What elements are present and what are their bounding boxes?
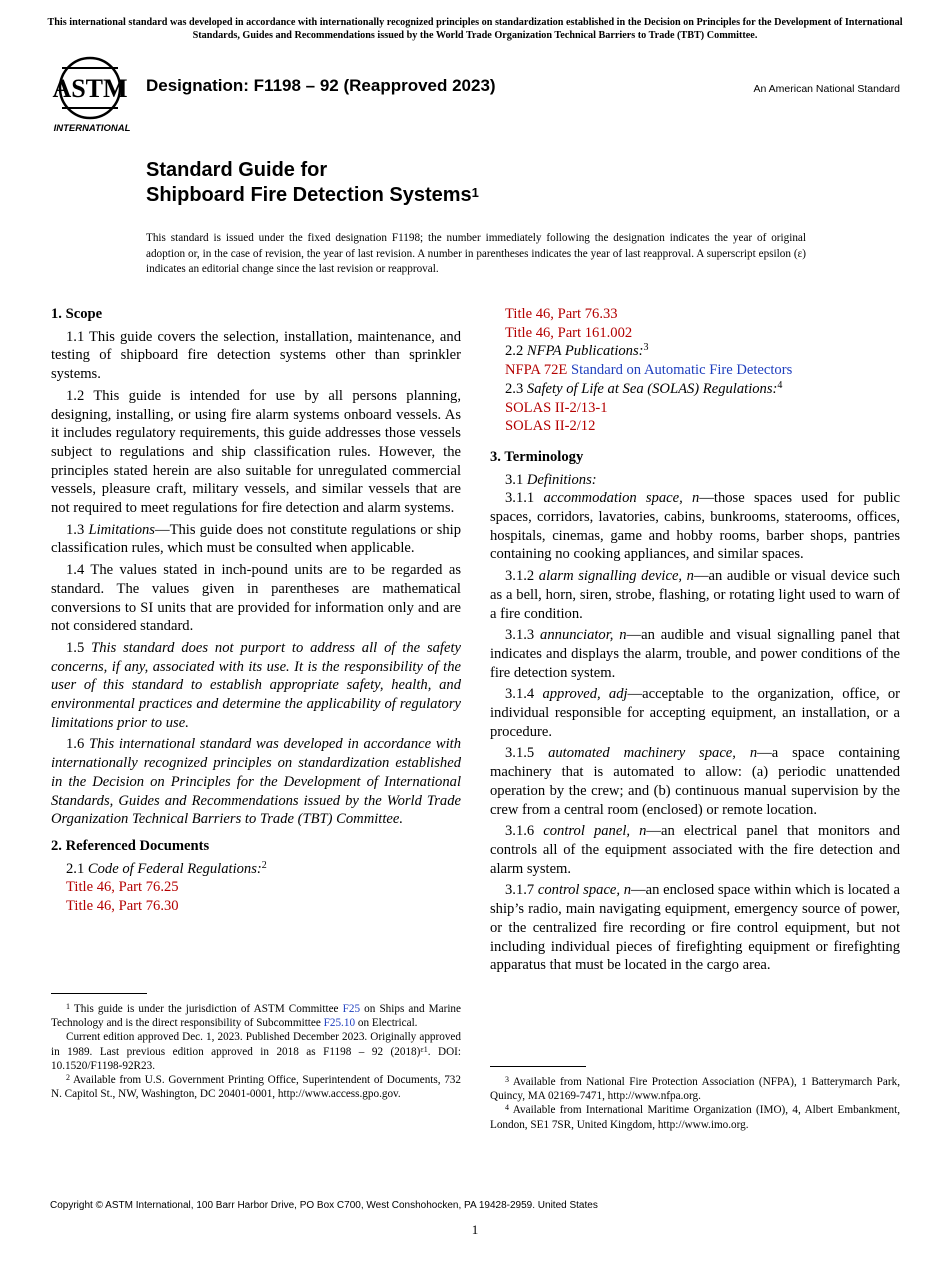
section-heading-referenced: 2. Referenced Documents bbox=[51, 837, 210, 854]
definition-control-space: 3.1.7 control space, n—an enclosed space within which is located a ship’s radio, main navigating equipment, emergency source of power, or the centralized fire recording or fire control equipment, but not including individual pieces of firefighting equipment or firefighting apparatus that must be located in the cargo area. bbox=[490, 882, 900, 974]
definition-automated-machinery-space: 3.1.5 automated machinery space, n—a space containing machinery that is automated to allow: (a) periodic unattended operation by the crew; and (b) continuous manual supervision by the crew from a central room (enclosed) or remote location. bbox=[490, 745, 900, 818]
page-number: 1 bbox=[471, 1222, 479, 1237]
para-1-1: 1.1 This guide covers the selection, installation, maintenance, and testing of shipboard fire detection systems other than sprinkler systems. bbox=[51, 328, 461, 383]
logo-text: ASTM bbox=[52, 74, 128, 103]
footnote-divider-right bbox=[490, 1066, 586, 1067]
definition-approved: 3.1.4 approved, adj—acceptable to the organization, office, or individual responsible for accepting equipment, an installation, or a procedure. bbox=[490, 686, 900, 740]
section-heading-scope: 1. Scope bbox=[51, 306, 103, 322]
ref-link-cfr-76-33[interactable]: Title 46, Part 76.33 bbox=[505, 306, 618, 322]
footnotes-left bbox=[51, 1002, 461, 1101]
definitions-heading: 3.1 Definitions: bbox=[505, 471, 597, 488]
issued-note: This standard is issued under the fixed designation F1198; the number immediately following the designation indicates the year of original adoption or, in the case of revision, the year of last revision. A number in parentheses indicates the year of last reapproval. A superscript epsilon (ε) indicates an editorial change since the last revision or reapproval. bbox=[146, 232, 806, 275]
american-national-standard: An American National Standard bbox=[753, 83, 900, 95]
para-1-5: 1.5 This standard does not purport to address all of the safety concerns, if any, associated with its use. It is the responsibility of the user of this standard to establish appropriate safety, health, and environmental practices and determine the applicability of regulatory limitations prior to use. bbox=[51, 639, 461, 731]
footnote-1-edition: Current edition approved Dec. 1, 2023. Published December 2023. Originally approved in 1989. Last previous edition approved in 2018 as F1198 – 92 $(2018)^{\varepsilon 1}$. DOI: 10.1520/F1198-92R23. bbox=[51, 1031, 461, 1072]
title-line-1: Standard Guide for bbox=[146, 159, 328, 181]
ref-link-cfr-76-25[interactable]: Title 46, Part 76.25 bbox=[66, 879, 179, 896]
cfr-footnote-link[interactable]: 2 bbox=[261, 859, 267, 871]
footnotes-right bbox=[490, 1075, 900, 1132]
solas-footnote-link[interactable]: 4 bbox=[777, 379, 783, 391]
para-1-4: 1.4 The values stated in inch-pound units are to be regarded as standard. The values given in parentheses are mathematical conversions to SI units that are provided for information only and are not considered standard. bbox=[51, 562, 461, 635]
title-line-2 bbox=[146, 183, 479, 208]
tbt-notice: This international standard was developed in accordance with internationally recognized principles on standardization established in the Decision on Principles for the Development of International Standards, Guides and Recommendations issued by the World Trade Organization Technical Barriers to Trade (TBT) Committee. bbox=[47, 17, 903, 41]
copyright: Copyright © ASTM International, 100 Barr Harbor Drive, PO Box C700, West Conshohocken, PA 19428-2959. United States bbox=[50, 1200, 598, 1211]
para-1-3: 1.3 Limitations—This guide does not constitute regulations or ship classification rules, which must be consulted when applicable. bbox=[51, 521, 461, 557]
ref-link-cfr-161-002[interactable]: Title 46, Part 161.002 bbox=[505, 324, 633, 341]
link-f25-10[interactable]: F25.10 bbox=[323, 1017, 356, 1030]
left-column bbox=[51, 305, 461, 916]
footnote-3: $^3$ Available from National Fire Protection Association (NFPA), 1 Batterymarch Park, Quincy, MA 02169-7471, http://www.nfpa.org. bbox=[490, 1075, 900, 1103]
right-column bbox=[490, 305, 900, 978]
ref-link-solas-13-1[interactable]: SOLAS II-2/13-1 bbox=[505, 399, 608, 416]
definition-accommodation-space: 3.1.1 accommodation space, n—those spaces used for public spaces, corridors, lavatories, cabins, bunkrooms, staterooms, offices, hospitals, cinemas, game and hobby rooms, barber shops, pantries containing no cooking appliances, and similar spaces. bbox=[490, 490, 900, 563]
section-heading-terminology: 3. Terminology bbox=[490, 448, 584, 465]
footnote-2: $^2$ Available from U.S. Government Printing Office, Superintendent of Documents, 732 N. Capitol St., NW, Washington, DC 20401-0001, http://www.access.gpo.gov. bbox=[51, 1073, 461, 1101]
definition-control-panel: 3.1.6 control panel, n—an electrical panel that monitors and controls all of the equipment associated with the fire detection and alarm system. bbox=[490, 823, 901, 877]
logo-subtext: INTERNATIONAL bbox=[53, 123, 131, 134]
page-title bbox=[146, 158, 479, 208]
para-1-2: 1.2 This guide is intended for use by all persons planning, designing, installing, or using fire alarm systems onboard vessels. As it includes regulatory requirements, this guide addresses those vessels subject to regulations and ship classification rules. However, the principles stated herein are also suitable for unregulated commercial vessels, pleasure craft, military vessels, and similar vessels that are not required to meet regulations for fire detection and alarm systems. bbox=[51, 387, 461, 517]
cfr-heading: 2.1 Code of Federal Regulations:$^2$ bbox=[66, 859, 267, 877]
ref-link-solas-12[interactable]: SOLAS II-2/12 bbox=[505, 418, 596, 435]
astm-logo bbox=[52, 56, 136, 134]
designation: Designation: F1198 – 92 (Reapproved 2023) bbox=[146, 76, 496, 95]
footnote-1: $^1$ This guide is under the jurisdiction of ASTM Committee F25 on Ships and Marine Technology and is the direct responsibility of Subcommittee F25.10 on Electrical. bbox=[51, 1002, 461, 1030]
solas-heading: 2.3 Safety of Life at Sea (SOLAS) Regulations:$^4$ bbox=[505, 379, 783, 397]
link-f25[interactable]: F25 bbox=[342, 1003, 361, 1015]
definition-annunciator: 3.1.3 annunciator, n—an audible and visual signalling panel that indicates and displays the alarm, trouble, and power conditions of the fire detection system. bbox=[490, 627, 900, 681]
ref-link-nfpa-72e[interactable]: NFPA 72E Standard on Automatic Fire Detectors bbox=[505, 362, 793, 379]
nfpa-footnote-link[interactable]: 3 bbox=[643, 342, 649, 354]
astm-logo-mark bbox=[52, 56, 136, 134]
title-text: Shipboard Fire Detection Systems bbox=[146, 184, 472, 206]
nfpa-heading: 2.2 NFPA Publications:$^3$ bbox=[505, 342, 649, 360]
title-footnote-link[interactable]: 1 bbox=[471, 185, 479, 200]
ref-link-cfr-76-30[interactable]: Title 46, Part 76.30 bbox=[66, 898, 179, 915]
definition-alarm-signalling-device: 3.1.2 alarm signalling device, n—an audible or visual device such as a bell, horn, siren, strobe, flashing, or rotating light used to warn of a fire condition. bbox=[490, 568, 900, 622]
footnote-4: $^4$ Available from International Maritime Organization (IMO), 4, Albert Embankment, London, SE1 7SR, United Kingdom, http://www.imo.org. bbox=[490, 1103, 900, 1131]
footnote-divider-left bbox=[51, 993, 147, 994]
para-1-6: 1.6 This international standard was developed in accordance with internationally recognized principles on standardization established in the Decision on Principles for the Development of International Standards, Guides and Recommendations issued by the World Trade Organization Technical Barriers to Trade (TBT) Committee. bbox=[51, 736, 462, 828]
